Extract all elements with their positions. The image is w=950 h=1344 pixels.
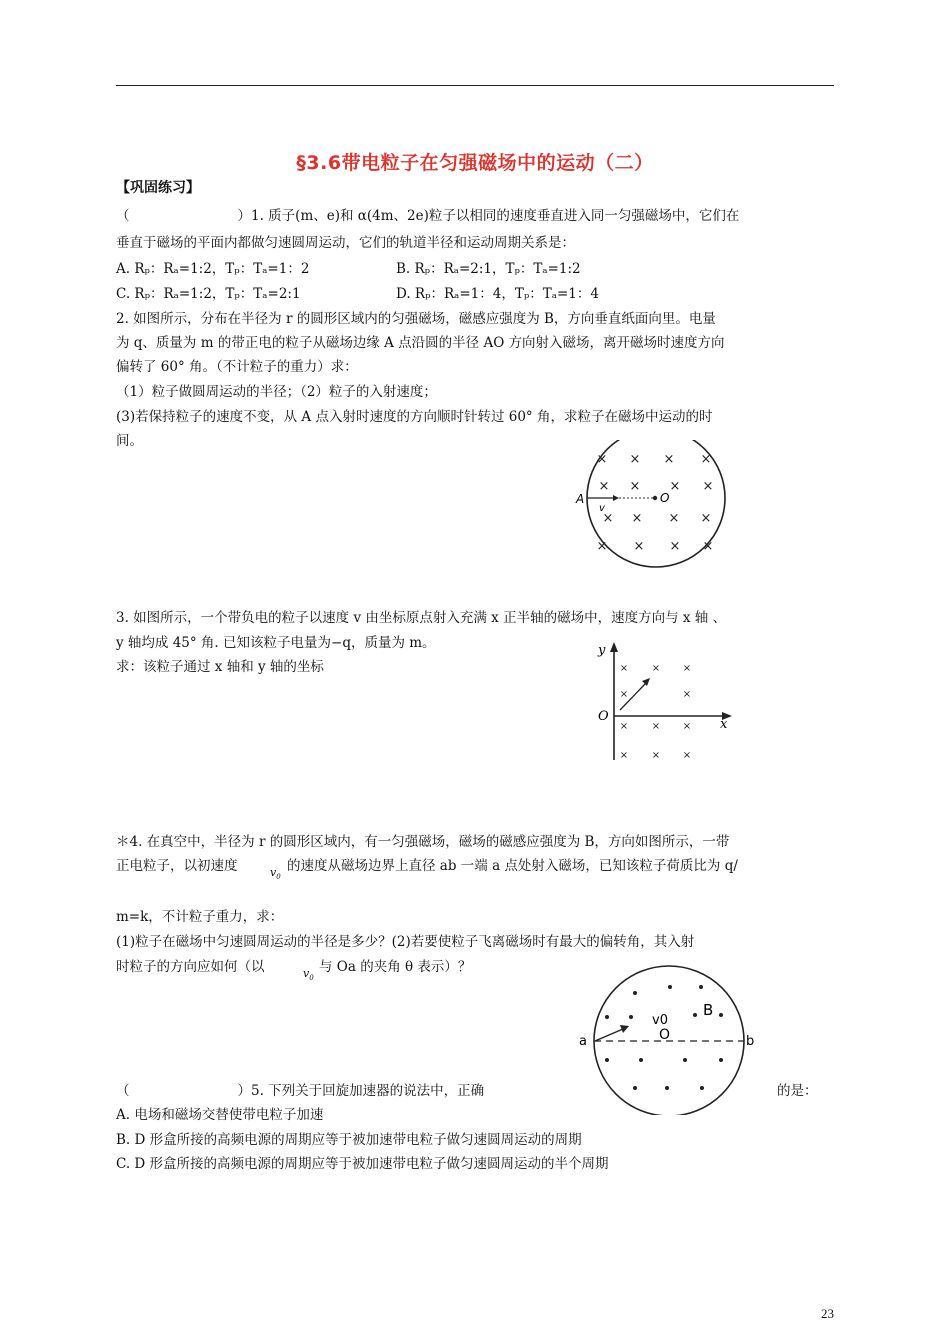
svg-text:×: × — [651, 663, 661, 674]
q2-line2: 为 q、质量为 m 的带正电的粒子从磁场边缘 A 点沿圆的半径 AO 方向射入磁场，离开磁场时速度方向 — [116, 335, 725, 351]
q5-line1a: （ ）5. 下列关于回旋加速器的说法中，正确 — [116, 1083, 485, 1099]
q5-line1b: 的是： — [777, 1083, 818, 1099]
q4-v0-subscript: 0 — [276, 873, 281, 882]
svg-text:×: × — [682, 663, 692, 674]
svg-text:×: × — [700, 452, 712, 467]
svg-text:×: × — [633, 539, 645, 554]
q2-line5: (3)若保持粒子的速度不变，从 A 点入射时速度的方向顺时针转过 60° 角，求粒子在磁场中运动的时 — [116, 409, 713, 425]
q2-cross-marks — [597, 452, 714, 554]
q2-line3: 偏转了 60° 角。（不计粒子的重力）求： — [116, 359, 358, 375]
page-title: §3.6带电粒子在匀强磁场中的运动（二） — [296, 152, 654, 174]
svg-text:×: × — [668, 511, 680, 526]
svg-text:×: × — [619, 663, 629, 674]
q3-label-x: x — [720, 717, 728, 732]
header-rule — [116, 85, 834, 86]
svg-text:×: × — [669, 539, 681, 554]
svg-text:×: × — [619, 721, 629, 732]
q3-label-y: y — [598, 643, 606, 658]
q3-label-o: O — [598, 709, 609, 724]
q4-label-a: a — [579, 1034, 587, 1049]
svg-text:×: × — [700, 511, 712, 526]
q1-option-b: B. Rₚ：Rₐ=2:1，Tₚ：Tₐ=1:2 — [396, 261, 581, 277]
q5-option-a: A. 电场和磁场交替使带电粒子加速 — [116, 1107, 324, 1123]
page-number: 23 — [821, 1306, 834, 1321]
q3-line3: 求：该粒子通过 x 轴和 y 轴的坐标 — [116, 659, 324, 675]
q4-line2b: 的速度从磁场边界上直径 ab 一端 a 点处射入磁场，已知该粒子荷质比为 q/ — [287, 858, 738, 874]
svg-text:×: × — [631, 511, 643, 526]
section-heading: 【巩固练习】 — [116, 180, 200, 196]
q4-label-v0: v0 — [652, 1013, 668, 1028]
q4-line3: m=k，不计粒子重力，求： — [116, 909, 284, 925]
svg-text:×: × — [619, 689, 629, 700]
q2-line1: 2. 如图所示，分布在半径为 r 的圆形区域内的匀强磁场，磁感应强度为 B，方向垂直纸面向里。电量 — [116, 311, 716, 327]
q2-label-o: O — [660, 491, 670, 505]
q4-line5b: 与 Oa 的夹角 θ 表示）？ — [319, 959, 472, 975]
q1-line1: （ ）1. 质子(m、e)和 α(4m、2e)粒子以相同的速度垂直进入同一匀强磁场中，它们在 — [116, 208, 740, 224]
q2-label-v: v — [599, 503, 605, 514]
svg-text:×: × — [629, 452, 641, 467]
svg-text:×: × — [596, 539, 608, 554]
q3-line1: 3. 如图所示，一个带负电的粒子以速度 v 由坐标原点射入充满 x 正半轴的磁场中，速度方向与 x 轴 、 — [116, 610, 727, 626]
q2-figure — [568, 440, 738, 580]
q5-option-c: C. D 形盒所接的高频电源的周期应等于被加速带电粒子做匀速圆周运动的半个周期 — [116, 1156, 609, 1172]
q3-arrowhead — [642, 678, 650, 686]
q2-line6: 间。 — [116, 433, 143, 449]
q1-option-a: A. Rₚ：Rₐ=1:2，Tₚ：Tₐ=1：2 — [116, 261, 310, 277]
q4-figure — [575, 965, 765, 1115]
q4-velocity-arrow — [595, 1029, 623, 1041]
q4-line1: ＊4. 在真空中，半径为 r 的圆形区域内，有一匀强磁场，磁场的磁感应强度为 B，方向如图所示，一带 — [116, 834, 730, 850]
svg-text:×: × — [619, 750, 629, 761]
q4-v0-symbol: v — [270, 866, 277, 879]
q2-label-a: A — [576, 492, 585, 506]
svg-text:×: × — [602, 511, 614, 526]
q2-arrowhead — [613, 495, 619, 501]
q4-line2a: 正电粒子，以初速度 — [116, 858, 238, 874]
q1-line2: 垂直于磁场的平面内都做匀速圆周运动，它们的轨道半径和运动周期关系是： — [116, 235, 575, 251]
q4-line4: (1)粒子在磁场中匀速圆周运动的半径是多少？(2)若要使粒子飞离磁场时有最大的偏转角，其入射 — [116, 934, 695, 950]
q4-v0-inline-1 — [270, 866, 281, 881]
q1-option-d: D. Rₚ：Rₐ=1：4，Tₚ：Tₐ=1：4 — [396, 286, 599, 302]
q2-center-dot — [653, 496, 657, 500]
q2-line4: （1）粒子做圆周运动的半径；（2）粒子的入射速度； — [116, 384, 437, 400]
q1-option-c: C. Rₚ：Rₐ=1:2，Tₚ：Tₐ=2:1 — [116, 286, 301, 302]
svg-text:×: × — [596, 452, 608, 467]
svg-text:×: × — [651, 750, 661, 761]
q5-option-b: B. D 形盒所接的高频电源的周期应等于被加速带电粒子做匀速圆周运动的周期 — [116, 1132, 582, 1148]
q3-y-arrowhead — [610, 642, 618, 652]
q4-v0-symbol-2: v — [303, 967, 310, 980]
svg-text:×: × — [651, 721, 661, 732]
svg-text:×: × — [682, 689, 692, 700]
q4-label-o: O — [659, 1027, 671, 1043]
svg-text:×: × — [663, 452, 675, 467]
q3-line2: y 轴均成 45° 角. 已知该粒子电量为−q，质量为 m。 — [116, 635, 436, 651]
q4-v0-subscript-2: 0 — [309, 974, 314, 983]
q4-label-b: b — [746, 1034, 755, 1049]
q4-v0-inline-2 — [303, 967, 314, 982]
q3-figure — [592, 636, 742, 766]
svg-text:×: × — [682, 750, 692, 761]
svg-text:×: × — [669, 479, 681, 494]
svg-text:×: × — [629, 479, 641, 494]
svg-text:×: × — [702, 479, 714, 494]
q4-line5a: 时粒子的方向应如何（以 — [116, 959, 265, 975]
q3-cross-marks — [620, 663, 691, 761]
q4-label-field-b: B — [703, 1001, 714, 1019]
svg-text:×: × — [702, 539, 714, 554]
svg-text:×: × — [598, 479, 610, 494]
svg-text:×: × — [682, 721, 692, 732]
